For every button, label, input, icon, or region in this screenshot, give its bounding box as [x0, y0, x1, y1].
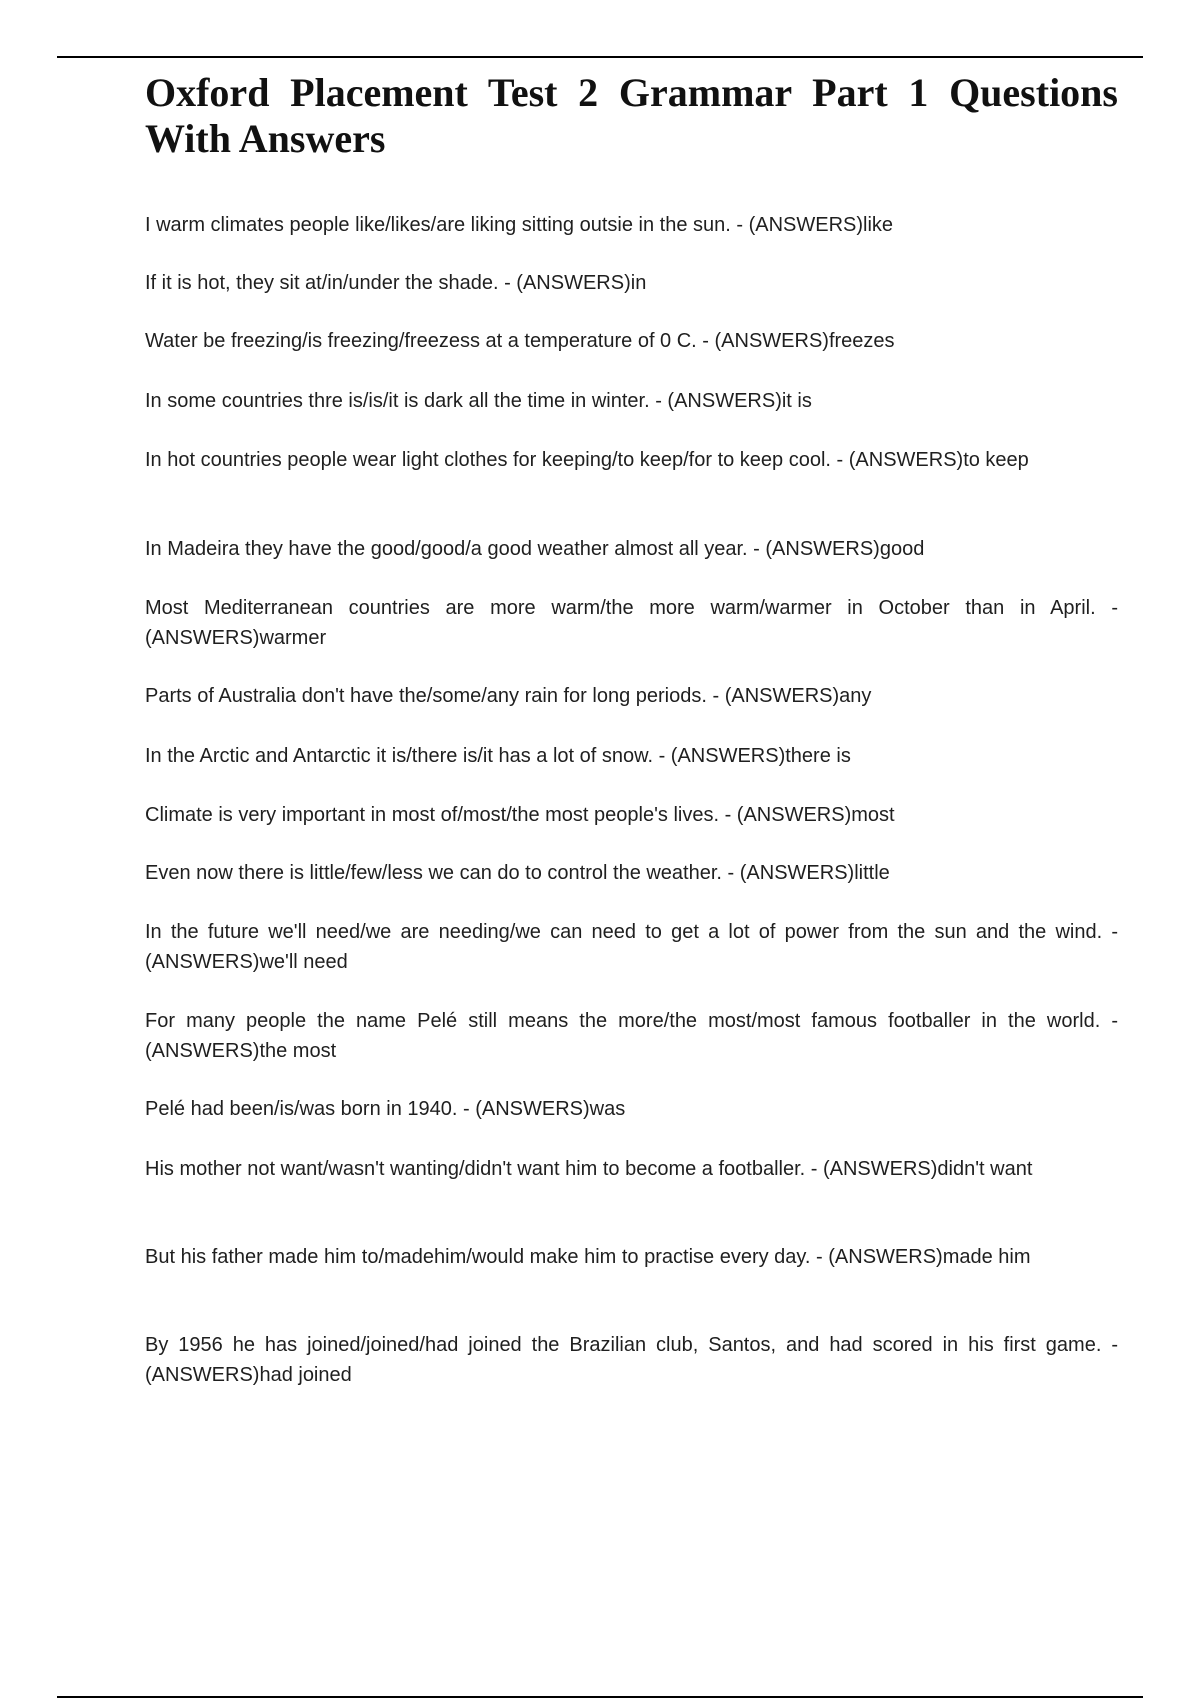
qa-item: Water be freezing/is freezing/freezess at a temperature of 0 C. - (ANSWERS)freezes [145, 330, 895, 352]
qa-container [145, 0, 1118, 1700]
qa-item: If it is hot, they sit at/in/under the shade. - (ANSWERS)in [145, 272, 647, 294]
qa-item: But his father made him to/madehim/would make him to practise every day. - (ANSWERS)made him [145, 1246, 1031, 1268]
qa-item: Even now there is little/few/less we can do to control the weather. - (ANSWERS)little [145, 862, 890, 884]
qa-item: In hot countries people wear light clothes for keeping/to keep/for to keep cool. - (ANSWERS)to keep [145, 449, 1029, 471]
qa-item: Climate is very important in most of/most/the most people's lives. - (ANSWERS)most [145, 804, 895, 826]
qa-item: In the Arctic and Antarctic it is/there is/it has a lot of snow. - (ANSWERS)there is [145, 745, 851, 767]
qa-item: Parts of Australia don't have the/some/any rain for long periods. - (ANSWERS)any [145, 685, 872, 707]
qa-item: I warm climates people like/likes/are liking sitting outsie in the sun. - (ANSWERS)like [145, 214, 894, 236]
qa-item: His mother not want/wasn't wanting/didn't want him to become a footballer. - (ANSWERS)didn't want [145, 1158, 1033, 1180]
qa-item: In some countries thre is/is/it is dark all the time in winter. - (ANSWERS)it is [145, 390, 812, 412]
page-title: Oxford Placement Test 2 Grammar Part 1 Questions With Answers [145, 70, 1118, 161]
qa-item: Most Mediterranean countries are more warm/the more warm/warmer in October than in April. - (ANSWERS)warmer [145, 597, 1118, 649]
qa-item: For many people the name Pelé still means the more/the most/most famous footballer in the world. - (ANSWERS)the most [145, 1010, 1118, 1062]
qa-item: In the future we'll need/we are needing/we can need to get a lot of power from the sun and the wind. - (ANSWERS)we'll need [145, 921, 1118, 973]
bottom-rule [57, 1696, 1143, 1698]
qa-item: In Madeira they have the good/good/a good weather almost all year. - (ANSWERS)good [145, 538, 925, 560]
qa-item: Pelé had been/is/was born in 1940. - (ANSWERS)was [145, 1098, 626, 1120]
qa-item: By 1956 he has joined/joined/had joined the Brazilian club, Santos, and had scored in his first game. - (ANSWERS)had joined [145, 1334, 1118, 1386]
